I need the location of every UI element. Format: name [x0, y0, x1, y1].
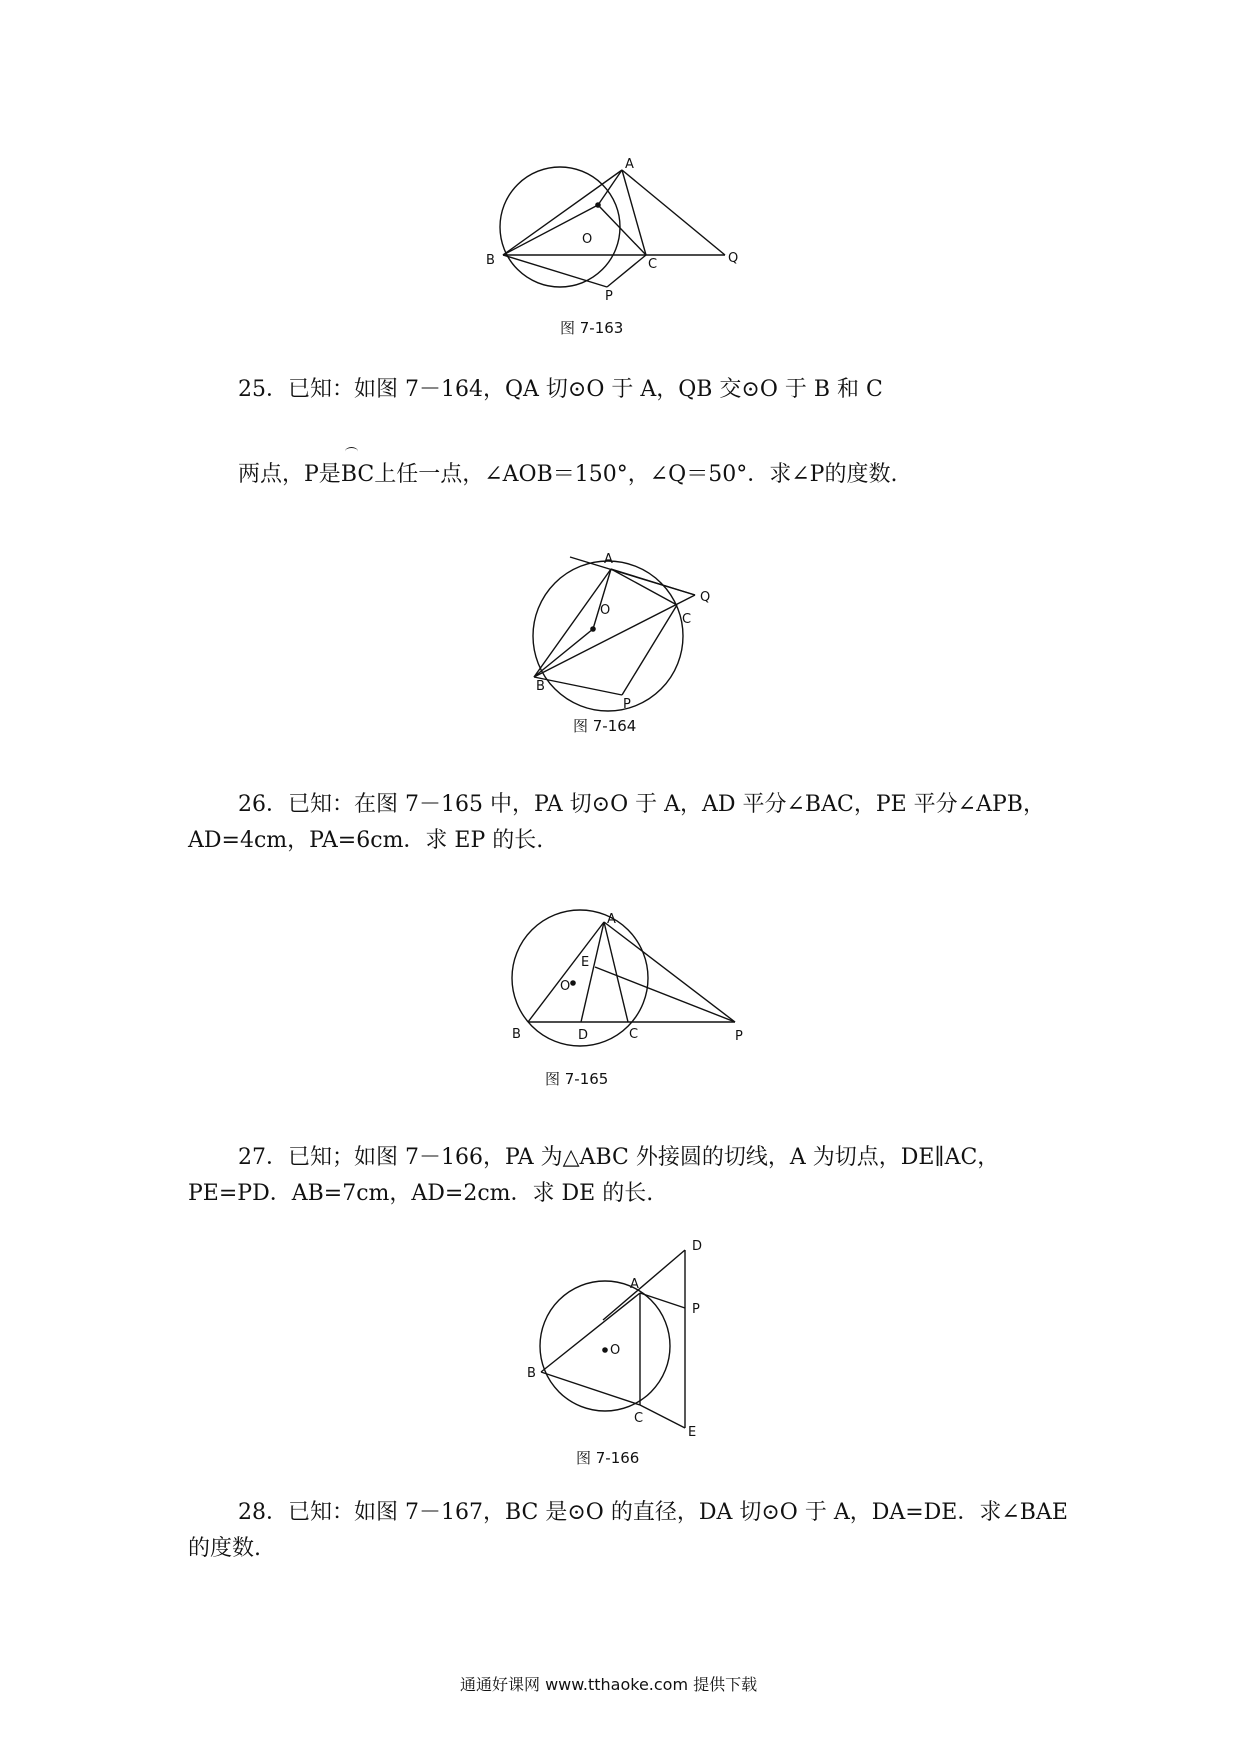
- page-footer: 通通好课网 www.tthaoke.com 提供下载: [460, 1675, 758, 1694]
- figure-caption: 图 7-164: [573, 717, 637, 735]
- center-point: [590, 626, 596, 632]
- figure-7-166: [527, 1239, 715, 1440]
- problem-27-line-1: 27．已知；如图 7－166，PA 为△ABC 外接圆的切线，A 为切点，DE∥AC，: [238, 1145, 1000, 1170]
- label-q: Q: [700, 590, 711, 605]
- figure-caption: 图 7-166: [576, 1449, 640, 1467]
- label-b: B: [527, 1366, 536, 1381]
- label-a: A: [604, 552, 613, 567]
- figure-7-165-diagram: [510, 910, 750, 1044]
- label-p: P: [735, 1029, 743, 1044]
- label-o: O: [560, 979, 571, 994]
- figure-caption: 图 7-165: [545, 1070, 609, 1088]
- problem-28-line-2: 的度数.: [188, 1536, 261, 1561]
- problem-27-line-2: PE=PD．AB=7cm，AD=2cm．求 DE 的长.: [188, 1181, 654, 1206]
- problem-28-line-1: 28．已知：如图 7－167，BC 是⊙O 的直径，DA 切⊙O 于 A，DA=DE．求∠BAE: [238, 1500, 1068, 1525]
- label-o: O: [600, 603, 611, 618]
- center-point: [570, 980, 576, 986]
- center-point: [602, 1347, 608, 1353]
- label-b: B: [512, 1027, 521, 1042]
- label-b: B: [536, 679, 545, 694]
- figure-7-163-diagram: [486, 140, 760, 304]
- problem-25-line-2: [238, 458, 897, 492]
- problem-26-line-1: 26．已知：在图 7－165 中，PA 切⊙O 于 A，AD 平分∠BAC，PE 平分∠APB，: [238, 792, 1045, 817]
- problem-25-text-a: 两点，P是: [238, 462, 341, 487]
- label-o: O: [582, 232, 593, 247]
- label-c: C: [648, 257, 658, 272]
- label-e: E: [581, 955, 590, 970]
- label-q: Q: [728, 251, 739, 266]
- label-b: B: [486, 253, 495, 268]
- label-c: C: [682, 612, 692, 627]
- figure-7-163: [486, 140, 760, 304]
- figure-7-164: [530, 550, 730, 710]
- circle-o: [540, 1281, 670, 1411]
- problem-26-line-2: AD=4cm，PA=6cm．求 EP 的长.: [188, 828, 544, 853]
- problem-25-text-b: 上任一点，∠AOB＝150°，∠Q＝50°．求∠P的度数.: [374, 462, 898, 487]
- circle-o: [512, 910, 648, 1046]
- label-o: O: [610, 1343, 621, 1358]
- figure-7-165: [510, 910, 750, 1044]
- arc-bc: BC: [341, 458, 374, 492]
- center-point: [595, 202, 601, 208]
- label-p: P: [605, 289, 613, 304]
- figure-caption: 图 7-163: [560, 319, 624, 337]
- problem-25-line-1: 25．已知：如图 7－164，QA 切⊙O 于 A，QB 交⊙O 于 B 和 C: [238, 377, 883, 402]
- label-d: D: [578, 1028, 589, 1043]
- label-a: A: [607, 912, 616, 927]
- figure-7-164-diagram: [530, 550, 730, 710]
- label-a: A: [630, 1277, 639, 1292]
- label-d: D: [692, 1239, 703, 1254]
- figure-7-166-diagram: [527, 1239, 715, 1440]
- label-e: E: [688, 1425, 697, 1440]
- label-p: P: [623, 697, 631, 712]
- circle-o: [533, 561, 683, 711]
- label-a: A: [625, 157, 634, 172]
- label-c: C: [629, 1027, 639, 1042]
- label-c: C: [634, 1411, 644, 1426]
- label-p: P: [692, 1302, 700, 1317]
